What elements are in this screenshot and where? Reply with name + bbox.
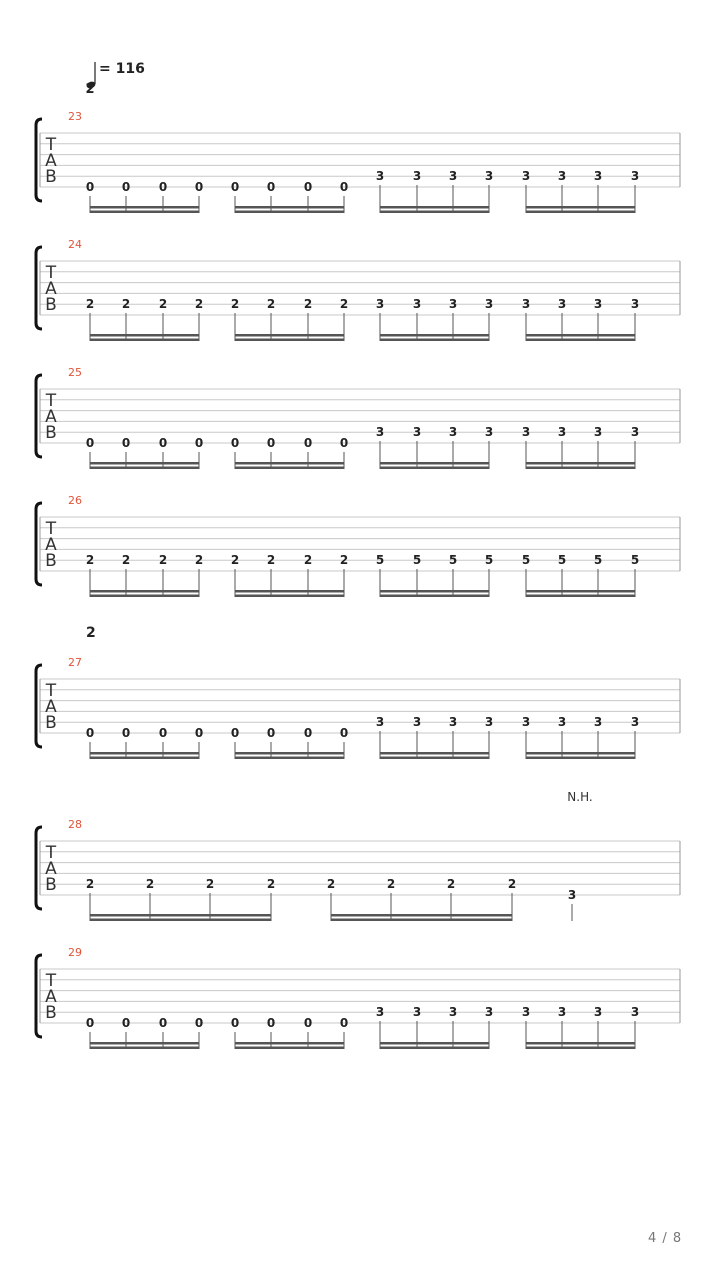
- beam-secondary: [90, 1047, 199, 1050]
- tab-clef-letter: T: [45, 519, 57, 539]
- beam-primary: [235, 590, 344, 593]
- tab-note: 2: [145, 877, 155, 891]
- beam-primary: [90, 1042, 199, 1045]
- beam-secondary: [380, 595, 489, 598]
- system-bracket: [36, 119, 42, 201]
- measure-number: 26: [68, 494, 82, 507]
- tab-note: 2: [158, 553, 168, 567]
- beam-primary: [90, 590, 199, 593]
- beam-secondary: [526, 757, 635, 760]
- section-marker: 2: [86, 625, 96, 641]
- tab-clef-letter: T: [45, 263, 57, 283]
- measure-number: 27: [68, 656, 82, 669]
- beam-primary: [90, 206, 199, 209]
- tempo-beat-mark: 2: [85, 82, 95, 97]
- tab-note: 5: [412, 553, 422, 567]
- system-bracket: [36, 827, 42, 909]
- beam-secondary: [235, 467, 344, 470]
- tab-note: 2: [85, 553, 95, 567]
- tab-note: 2: [205, 877, 215, 891]
- tab-note: 0: [339, 180, 349, 194]
- tab-note: 5: [521, 553, 531, 567]
- tab-clef-letter: B: [45, 167, 57, 187]
- beam-primary: [526, 334, 635, 337]
- tab-note: 0: [158, 436, 168, 450]
- beam-secondary: [526, 467, 635, 470]
- beam-secondary: [235, 211, 344, 214]
- tab-note: 0: [121, 1016, 131, 1030]
- tab-clef-letter: B: [45, 551, 57, 571]
- tab-note: 0: [158, 726, 168, 740]
- tempo-marking: = 116: [99, 61, 145, 77]
- tab-note: 3: [630, 297, 640, 311]
- beam-secondary: [235, 1047, 344, 1050]
- tab-note: 5: [448, 553, 458, 567]
- tab-note: 3: [593, 715, 603, 729]
- tab-note: 5: [484, 553, 494, 567]
- tab-note: 0: [339, 1016, 349, 1030]
- system-bracket: [36, 503, 42, 585]
- tab-note: 5: [593, 553, 603, 567]
- tab-clef-letter: A: [45, 697, 57, 717]
- tab-note: 3: [593, 425, 603, 439]
- tab-note: 3: [448, 715, 458, 729]
- tab-note: 3: [521, 297, 531, 311]
- tab-clef-letter: A: [45, 407, 57, 427]
- tab-note: 3: [557, 425, 567, 439]
- tab-note: 3: [375, 1005, 385, 1019]
- tab-note: 3: [484, 425, 494, 439]
- beam-secondary: [526, 211, 635, 214]
- tab-clef-letter: T: [45, 135, 57, 155]
- beam-primary: [526, 590, 635, 593]
- beam-secondary: [380, 339, 489, 342]
- tab-clef-letter: A: [45, 535, 57, 555]
- tab-note: 0: [121, 726, 131, 740]
- tab-note: 3: [521, 425, 531, 439]
- tab-note: 2: [85, 297, 95, 311]
- tab-note: 3: [557, 1005, 567, 1019]
- tab-note: 0: [85, 436, 95, 450]
- beam-primary: [235, 206, 344, 209]
- tab-note: 0: [303, 180, 313, 194]
- tab-note: 3: [630, 1005, 640, 1019]
- tab-clef-letter: T: [45, 843, 57, 863]
- tab-note: 0: [85, 180, 95, 194]
- tab-note: 3: [412, 297, 422, 311]
- beam-primary: [90, 752, 199, 755]
- tab-clef-letter: T: [45, 971, 57, 991]
- beam-primary: [235, 1042, 344, 1045]
- tab-note: 2: [266, 553, 276, 567]
- tab-note: 2: [194, 553, 204, 567]
- tab-note: 0: [121, 180, 131, 194]
- tab-note: 2: [266, 297, 276, 311]
- beam-primary: [235, 462, 344, 465]
- tab-clef-letter: B: [45, 713, 57, 733]
- tab-note: 0: [303, 1016, 313, 1030]
- tab-clef-letter: A: [45, 987, 57, 1007]
- tab-note: 3: [484, 1005, 494, 1019]
- system-bracket: [36, 375, 42, 457]
- tab-note: 2: [158, 297, 168, 311]
- tab-note: 3: [557, 169, 567, 183]
- tab-note: 2: [121, 297, 131, 311]
- beam-primary: [380, 462, 489, 465]
- tab-note: 0: [194, 180, 204, 194]
- beam-secondary: [90, 595, 199, 598]
- tab-note: 0: [339, 436, 349, 450]
- tab-note: 2: [507, 877, 517, 891]
- tab-note: 2: [446, 877, 456, 891]
- beam-primary: [331, 914, 512, 917]
- beam-secondary: [235, 595, 344, 598]
- tab-note: 3: [630, 169, 640, 183]
- tab-note: 0: [85, 1016, 95, 1030]
- tab-clef-letter: B: [45, 1003, 57, 1023]
- beam-secondary: [380, 467, 489, 470]
- tab-note: 0: [303, 726, 313, 740]
- measure-number: 29: [68, 946, 82, 959]
- tab-clef-letter: A: [45, 151, 57, 171]
- tab-note-harmonic: 3: [567, 888, 577, 902]
- tab-note: 0: [85, 726, 95, 740]
- tab-note: 3: [521, 169, 531, 183]
- beam-secondary: [90, 339, 199, 342]
- tab-note: 0: [266, 726, 276, 740]
- tab-note: 3: [412, 425, 422, 439]
- beam-primary: [380, 206, 489, 209]
- beam-secondary: [235, 339, 344, 342]
- tab-clef-letter: A: [45, 859, 57, 879]
- natural-harmonic-annotation: N.H.: [567, 790, 593, 804]
- tab-note: 3: [375, 425, 385, 439]
- tab-note: 3: [412, 169, 422, 183]
- beam-primary: [526, 462, 635, 465]
- tab-note: 3: [521, 1005, 531, 1019]
- tab-note: 3: [630, 425, 640, 439]
- page-number: 4 / 8: [648, 1231, 683, 1246]
- measure-number: 23: [68, 110, 82, 123]
- tab-note: 0: [266, 436, 276, 450]
- tab-clef-letter: B: [45, 295, 57, 315]
- beam-secondary: [380, 211, 489, 214]
- beam-secondary: [526, 595, 635, 598]
- beam-primary: [90, 914, 271, 917]
- beam-primary: [526, 752, 635, 755]
- tab-note: 3: [557, 297, 567, 311]
- system-bracket: [36, 247, 42, 329]
- tab-note: 2: [339, 553, 349, 567]
- measure-number: 24: [68, 238, 82, 251]
- tab-note: 3: [521, 715, 531, 729]
- tab-note: 3: [484, 297, 494, 311]
- beam-secondary: [331, 919, 512, 922]
- tab-note: 0: [194, 1016, 204, 1030]
- tab-note: 2: [266, 877, 276, 891]
- tab-note: 3: [593, 1005, 603, 1019]
- tab-clef-letter: T: [45, 391, 57, 411]
- beam-primary: [235, 752, 344, 755]
- tab-note: 3: [412, 1005, 422, 1019]
- beam-primary: [380, 334, 489, 337]
- tab-note: 3: [448, 1005, 458, 1019]
- tab-note: 0: [121, 436, 131, 450]
- beam-secondary: [90, 211, 199, 214]
- beam-primary: [380, 752, 489, 755]
- tab-note: 3: [593, 297, 603, 311]
- beam-primary: [235, 334, 344, 337]
- tab-note: 2: [303, 553, 313, 567]
- tab-note: 3: [484, 169, 494, 183]
- beam-secondary: [380, 757, 489, 760]
- beam-secondary: [90, 919, 271, 922]
- beam-primary: [90, 462, 199, 465]
- tab-note: 3: [448, 169, 458, 183]
- tab-note: 0: [194, 436, 204, 450]
- tab-note: 2: [230, 553, 240, 567]
- tab-note: 3: [557, 715, 567, 729]
- tab-note: 3: [593, 169, 603, 183]
- tab-note: 0: [339, 726, 349, 740]
- tab-note: 2: [339, 297, 349, 311]
- tab-note: 3: [630, 715, 640, 729]
- tab-note: 0: [230, 180, 240, 194]
- tab-note: 2: [85, 877, 95, 891]
- tab-note: 0: [230, 436, 240, 450]
- beam-secondary: [235, 757, 344, 760]
- tab-note: 5: [375, 553, 385, 567]
- tab-note: 0: [230, 1016, 240, 1030]
- tab-note: 2: [194, 297, 204, 311]
- tab-clef-letter: A: [45, 279, 57, 299]
- beam-secondary: [90, 757, 199, 760]
- tab-clef-letter: B: [45, 423, 57, 443]
- tab-note: 0: [194, 726, 204, 740]
- tab-note: 3: [375, 715, 385, 729]
- tab-note: 3: [448, 425, 458, 439]
- tab-note: 2: [386, 877, 396, 891]
- tab-note: 0: [158, 1016, 168, 1030]
- beam-secondary: [90, 467, 199, 470]
- tab-note: 5: [557, 553, 567, 567]
- tab-note: 5: [630, 553, 640, 567]
- tab-note: 2: [121, 553, 131, 567]
- measure-number: 25: [68, 366, 82, 379]
- tab-note: 0: [266, 1016, 276, 1030]
- tab-note: 0: [230, 726, 240, 740]
- beam-primary: [526, 206, 635, 209]
- tab-note: 2: [303, 297, 313, 311]
- tab-note: 0: [266, 180, 276, 194]
- beam-primary: [380, 1042, 489, 1045]
- tab-note: 0: [158, 180, 168, 194]
- tab-note: 3: [448, 297, 458, 311]
- beam-primary: [526, 1042, 635, 1045]
- beam-primary: [380, 590, 489, 593]
- beam-secondary: [526, 339, 635, 342]
- system-bracket: [36, 955, 42, 1037]
- tab-note: 2: [326, 877, 336, 891]
- beam-secondary: [380, 1047, 489, 1050]
- tab-note: 3: [484, 715, 494, 729]
- tab-note: 2: [230, 297, 240, 311]
- tab-note: 0: [303, 436, 313, 450]
- system-bracket: [36, 665, 42, 747]
- tab-note: 3: [375, 169, 385, 183]
- tab-note: 3: [412, 715, 422, 729]
- tab-clef-letter: T: [45, 681, 57, 701]
- beam-secondary: [526, 1047, 635, 1050]
- measure-number: 28: [68, 818, 82, 831]
- beam-primary: [90, 334, 199, 337]
- tab-note: 3: [375, 297, 385, 311]
- tab-clef-letter: B: [45, 875, 57, 895]
